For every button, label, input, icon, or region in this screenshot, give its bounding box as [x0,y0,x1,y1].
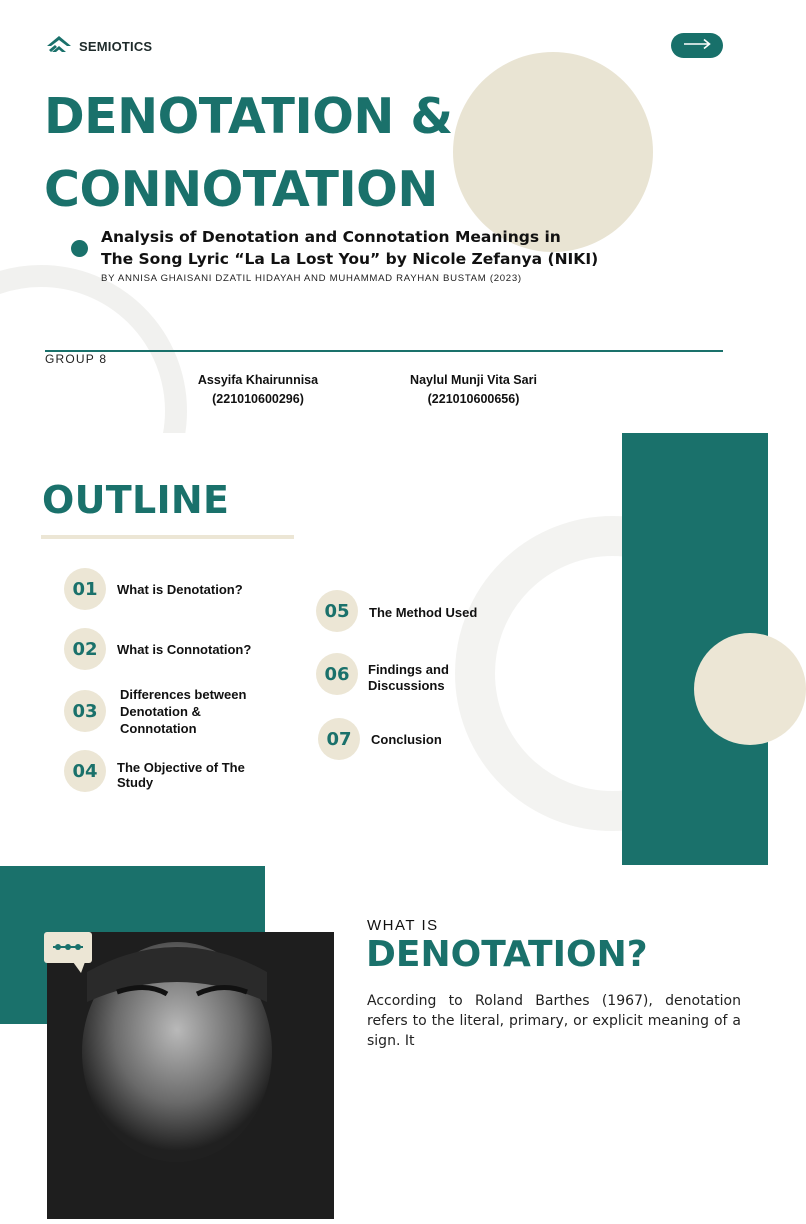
section-title: DENOTATION? [366,934,648,975]
semiotics-logo-icon [46,33,72,60]
outline-item-label[interactable]: Conclusion [371,732,442,747]
outline-item-label[interactable]: What is Connotation? [117,642,252,657]
outline-number[interactable]: 07 [318,718,360,760]
member-name: Assyifa Khairunnisa [197,373,319,387]
title-line-1: DENOTATION & [44,88,453,145]
outline-item-label[interactable]: The Method Used [369,605,478,620]
title-underline [41,535,294,539]
subtitle-bullet [71,240,88,257]
main-title [44,80,453,226]
subtitle-line-2: The Song Lyric “La La Lost You” by Nicole Zefanya (NIKI) [101,250,599,268]
outline-item-label[interactable]: Findings and Discussions [368,662,449,693]
decorative-beige-circle [694,633,806,745]
logo-text: SEMIOTICS [79,39,153,54]
subtitle [101,226,621,270]
member-card [396,371,551,409]
next-button[interactable] [671,33,723,58]
group-label: GROUP 8 [45,352,108,366]
logo [46,33,152,60]
outline-number[interactable]: 04 [64,750,106,792]
member-card [188,371,328,409]
arrow-right-icon [682,37,712,55]
section-body: According to Roland Barthes (1967), denotation refers to the literal, primary, or explicit meaning of a sign. It [367,993,741,1049]
chat-bubble-icon [43,931,93,980]
outline-item-label[interactable]: What is Denotation? [117,582,243,597]
outline-title: OUTLINE [42,478,230,522]
outline-item-label[interactable]: Differences between Denotation & Connotation [120,687,247,736]
member-id: (221010600656) [427,392,520,406]
decorative-beige-circle [453,52,653,252]
title-line-2: CONNOTATION [44,161,438,218]
member-name: Naylul Munji Vita Sari [410,373,537,387]
section-kicker: WHAT IS [367,917,439,934]
outline-number[interactable]: 05 [316,590,358,632]
outline-slide [0,433,768,866]
outline-number[interactable]: 01 [64,568,106,610]
member-id: (221010600296) [212,392,304,406]
outline-number[interactable]: 06 [316,653,358,695]
subtitle-line-1: Analysis of Denotation and Connotation Meanings in [101,228,561,246]
denotation-slide [0,866,768,1049]
outline-item-label[interactable]: The Objective of The Study [117,760,245,790]
divider [45,350,723,352]
byline: BY ANNISA GHAISANI DZATIL HIDAYAH AND MUHAMMAD RAYHAN BUSTAM (2023) [101,273,522,284]
title-slide [0,0,768,433]
outline-number[interactable]: 03 [64,690,106,732]
outline-number[interactable]: 02 [64,628,106,670]
